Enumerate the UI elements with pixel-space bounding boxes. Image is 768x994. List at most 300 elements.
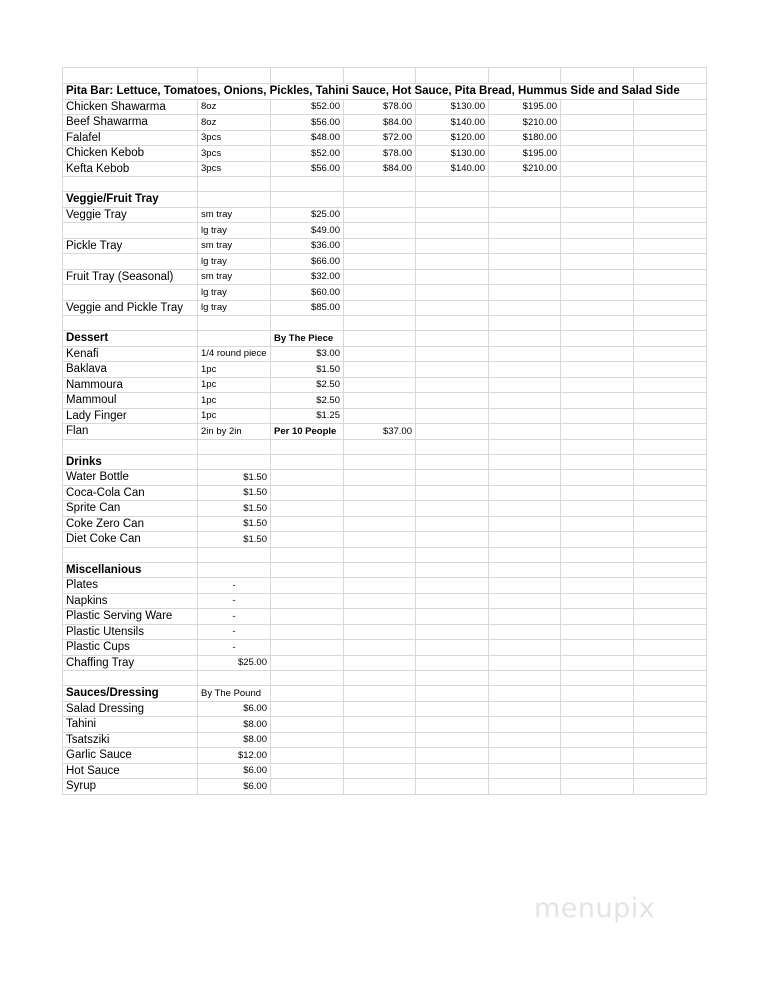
empty-cell (416, 408, 489, 424)
item-price: - (198, 609, 271, 625)
item-price: $210.00 (489, 161, 561, 177)
empty-cell (634, 439, 707, 454)
menu-item-row (63, 717, 707, 733)
empty-cell (561, 562, 634, 578)
empty-cell (489, 300, 561, 316)
empty-cell (489, 285, 561, 301)
item-price: $6.00 (198, 701, 271, 717)
empty-cell (489, 593, 561, 609)
menu-item-row (63, 470, 707, 486)
item-size: 1/4 round piece (198, 346, 271, 362)
empty-cell (634, 609, 707, 625)
empty-cell (416, 655, 489, 671)
item-name: Kefta Kebob (63, 161, 198, 177)
empty-cell (489, 223, 561, 239)
item-name: Tsatsziki (63, 732, 198, 748)
item-price: $1.50 (198, 501, 271, 517)
item-price: $12.00 (198, 748, 271, 764)
empty-cell (634, 161, 707, 177)
empty-cell (416, 701, 489, 717)
item-price: $72.00 (344, 130, 416, 146)
empty-cell (271, 624, 344, 640)
empty-cell (63, 316, 198, 331)
empty-cell (416, 377, 489, 393)
empty-cell (489, 624, 561, 640)
item-name: Syrup (63, 779, 198, 795)
empty-cell (634, 732, 707, 748)
item-price: $49.00 (271, 223, 344, 239)
empty-cell (561, 701, 634, 717)
empty-cell (271, 748, 344, 764)
empty-cell (489, 547, 561, 562)
empty-cell (634, 779, 707, 795)
empty-cell (344, 717, 416, 733)
empty-cell (561, 115, 634, 131)
item-price: $52.00 (271, 99, 344, 115)
item-name: Chicken Shawarma (63, 99, 198, 115)
empty-cell (561, 300, 634, 316)
item-price: $2.50 (271, 393, 344, 409)
item-price: $2.50 (271, 377, 344, 393)
empty-cell (416, 254, 489, 270)
empty-cell (634, 470, 707, 486)
item-name: Baklava (63, 362, 198, 378)
empty-cell (63, 671, 198, 686)
item-price: $52.00 (271, 146, 344, 162)
item-name: Hot Sauce (63, 763, 198, 779)
empty-cell (634, 177, 707, 192)
empty-cell (634, 346, 707, 362)
empty-cell (634, 238, 707, 254)
empty-cell (634, 748, 707, 764)
empty-cell (561, 516, 634, 532)
item-name: Kenafi (63, 346, 198, 362)
empty-cell (416, 624, 489, 640)
empty-cell (344, 732, 416, 748)
empty-cell (416, 192, 489, 208)
empty-cell (271, 439, 344, 454)
menu-item-row (63, 485, 707, 501)
empty-cell (634, 377, 707, 393)
empty-cell (416, 331, 489, 347)
item-name: Pickle Tray (63, 238, 198, 254)
empty-cell (198, 671, 271, 686)
item-price: $1.50 (271, 362, 344, 378)
empty-cell (344, 362, 416, 378)
item-name: Garlic Sauce (63, 748, 198, 764)
empty-cell (489, 640, 561, 656)
item-price: $8.00 (198, 732, 271, 748)
empty-cell (344, 207, 416, 223)
menu-item-row (63, 593, 707, 609)
item-size: lg tray (198, 254, 271, 270)
item-name: Chicken Kebob (63, 146, 198, 162)
section-header-row (63, 562, 707, 578)
item-price: $84.00 (344, 115, 416, 131)
empty-cell (561, 207, 634, 223)
empty-cell (489, 732, 561, 748)
empty-cell (489, 609, 561, 625)
empty-cell (489, 439, 561, 454)
empty-cell (634, 578, 707, 594)
empty-cell (634, 454, 707, 470)
item-portion: 3pcs (198, 161, 271, 177)
menu-item-row (63, 269, 707, 285)
empty-cell (561, 532, 634, 548)
empty-cell (344, 532, 416, 548)
empty-cell (344, 300, 416, 316)
item-price: $25.00 (271, 207, 344, 223)
blank-row (63, 439, 707, 454)
menu-item-row (63, 408, 707, 424)
empty-cell (416, 300, 489, 316)
empty-cell (561, 609, 634, 625)
item-portion: 3pcs (198, 146, 271, 162)
empty-cell (489, 254, 561, 270)
empty-cell (344, 269, 416, 285)
empty-cell (344, 238, 416, 254)
empty-cell (416, 547, 489, 562)
empty-cell (489, 377, 561, 393)
empty-cell (561, 393, 634, 409)
section-header-row (63, 331, 707, 347)
item-name: Flan (63, 424, 198, 440)
empty-cell (489, 655, 561, 671)
empty-cell (416, 516, 489, 532)
empty-cell (416, 501, 489, 517)
empty-cell (561, 779, 634, 795)
menu-item-row (63, 238, 707, 254)
item-name: Plates (63, 578, 198, 594)
empty-cell (634, 532, 707, 548)
empty-cell (416, 177, 489, 192)
empty-cell (416, 393, 489, 409)
menu-item-row (63, 501, 707, 517)
item-name: Diet Coke Can (63, 532, 198, 548)
empty-cell (561, 99, 634, 115)
empty-cell (489, 470, 561, 486)
empty-cell (271, 68, 344, 84)
item-price: $56.00 (271, 161, 344, 177)
empty-cell (561, 192, 634, 208)
empty-cell (634, 192, 707, 208)
blank-row (63, 316, 707, 331)
empty-cell (344, 439, 416, 454)
item-price: $6.00 (198, 779, 271, 795)
empty-cell (344, 485, 416, 501)
empty-cell (271, 192, 344, 208)
item-price: $1.50 (198, 470, 271, 486)
empty-cell (489, 408, 561, 424)
item-name: Mammoul (63, 393, 198, 409)
item-name (63, 285, 198, 301)
empty-cell (344, 516, 416, 532)
empty-cell (416, 362, 489, 378)
empty-cell (561, 146, 634, 162)
empty-cell (561, 285, 634, 301)
empty-cell (63, 68, 198, 84)
empty-cell (634, 300, 707, 316)
empty-cell (634, 640, 707, 656)
item-price: $48.00 (271, 130, 344, 146)
empty-cell (634, 223, 707, 239)
empty-cell (489, 485, 561, 501)
empty-cell (489, 331, 561, 347)
empty-cell (416, 532, 489, 548)
empty-cell (561, 346, 634, 362)
item-name: Plastic Serving Ware (63, 609, 198, 625)
menu-item-row (63, 285, 707, 301)
empty-cell (561, 130, 634, 146)
menu-item-row (63, 424, 707, 440)
empty-cell (561, 377, 634, 393)
empty-cell (344, 377, 416, 393)
empty-cell (561, 177, 634, 192)
empty-cell (634, 485, 707, 501)
empty-cell (561, 624, 634, 640)
menu-item-row (63, 377, 707, 393)
empty-cell (561, 454, 634, 470)
item-price: $36.00 (271, 238, 344, 254)
by-the-pound-label: By The Pound (198, 686, 271, 702)
empty-cell (271, 485, 344, 501)
empty-cell (561, 223, 634, 239)
empty-cell (271, 454, 344, 470)
empty-cell (561, 655, 634, 671)
empty-cell (344, 763, 416, 779)
empty-cell (416, 485, 489, 501)
empty-cell (561, 439, 634, 454)
empty-cell (416, 346, 489, 362)
empty-cell (489, 532, 561, 548)
menupix-watermark: menupix (534, 893, 656, 924)
item-price: - (198, 640, 271, 656)
empty-cell (634, 408, 707, 424)
item-portion: 8oz (198, 99, 271, 115)
item-name: Water Bottle (63, 470, 198, 486)
menu-item-row (63, 130, 707, 146)
empty-cell (561, 671, 634, 686)
empty-cell (561, 470, 634, 486)
empty-cell (561, 686, 634, 702)
by-the-piece-label: By The Piece (271, 331, 344, 347)
item-name: Napkins (63, 593, 198, 609)
item-price: $130.00 (416, 99, 489, 115)
empty-cell (561, 763, 634, 779)
empty-cell (634, 671, 707, 686)
item-name (63, 223, 198, 239)
empty-cell (344, 609, 416, 625)
empty-cell (561, 578, 634, 594)
item-portion: 3pcs (198, 130, 271, 146)
empty-cell (561, 362, 634, 378)
empty-cell (634, 701, 707, 717)
empty-cell (271, 763, 344, 779)
item-price: $1.25 (271, 408, 344, 424)
empty-cell (416, 748, 489, 764)
empty-cell (489, 424, 561, 440)
empty-cell (198, 547, 271, 562)
empty-cell (271, 177, 344, 192)
empty-cell (489, 269, 561, 285)
empty-cell (561, 424, 634, 440)
section-header-pita-bar: Pita Bar: Lettuce, Tomatoes, Onions, Pickles, Tahini Sauce, Hot Sauce, Pita Bread, Hummus Side and Salad Side (63, 84, 707, 100)
section-header-row (63, 84, 707, 100)
item-size: 1pc (198, 408, 271, 424)
section-header-sauces: Sauces/Dressing (63, 686, 198, 702)
empty-cell (344, 624, 416, 640)
empty-cell (634, 655, 707, 671)
empty-cell (416, 424, 489, 440)
menu-item-row (63, 115, 707, 131)
item-price: $140.00 (416, 115, 489, 131)
empty-cell (634, 269, 707, 285)
item-portion: 8oz (198, 115, 271, 131)
empty-cell (416, 640, 489, 656)
empty-cell (271, 547, 344, 562)
empty-cell (489, 393, 561, 409)
empty-cell (634, 516, 707, 532)
empty-cell (344, 470, 416, 486)
empty-cell (416, 609, 489, 625)
item-name: Falafel (63, 130, 198, 146)
empty-cell (561, 161, 634, 177)
empty-cell (561, 732, 634, 748)
item-size: sm tray (198, 269, 271, 285)
empty-cell (344, 779, 416, 795)
empty-cell (344, 686, 416, 702)
empty-cell (344, 454, 416, 470)
empty-cell (271, 532, 344, 548)
empty-cell (561, 485, 634, 501)
item-price: $60.00 (271, 285, 344, 301)
empty-cell (198, 316, 271, 331)
empty-cell (271, 717, 344, 733)
empty-cell (489, 686, 561, 702)
item-name: Nammoura (63, 377, 198, 393)
item-price: $6.00 (198, 763, 271, 779)
empty-cell (489, 717, 561, 733)
empty-cell (489, 748, 561, 764)
empty-cell (489, 316, 561, 331)
empty-cell (416, 562, 489, 578)
empty-cell (416, 717, 489, 733)
empty-cell (561, 547, 634, 562)
empty-cell (344, 640, 416, 656)
empty-cell (344, 547, 416, 562)
empty-cell (634, 547, 707, 562)
empty-cell (634, 362, 707, 378)
item-size: sm tray (198, 238, 271, 254)
item-price: $3.00 (271, 346, 344, 362)
empty-cell (198, 192, 271, 208)
empty-cell (344, 671, 416, 686)
item-price: $32.00 (271, 269, 344, 285)
empty-cell (271, 316, 344, 331)
empty-cell (344, 68, 416, 84)
empty-cell (344, 177, 416, 192)
empty-cell (344, 501, 416, 517)
empty-cell (344, 393, 416, 409)
empty-cell (561, 254, 634, 270)
empty-cell (634, 424, 707, 440)
empty-cell (271, 516, 344, 532)
empty-cell (416, 686, 489, 702)
empty-cell (344, 285, 416, 301)
empty-cell (271, 640, 344, 656)
empty-cell (344, 593, 416, 609)
item-price: $130.00 (416, 146, 489, 162)
empty-cell (489, 346, 561, 362)
empty-cell (561, 269, 634, 285)
empty-cell (561, 501, 634, 517)
item-price: $84.00 (344, 161, 416, 177)
menu-item-row (63, 748, 707, 764)
empty-cell (344, 701, 416, 717)
empty-cell (634, 331, 707, 347)
item-size: lg tray (198, 223, 271, 239)
item-size: sm tray (198, 207, 271, 223)
empty-cell (634, 316, 707, 331)
empty-cell (416, 763, 489, 779)
empty-cell (344, 578, 416, 594)
empty-cell (271, 732, 344, 748)
menu-item-row (63, 99, 707, 115)
empty-cell (489, 362, 561, 378)
item-name: Salad Dressing (63, 701, 198, 717)
section-header-row (63, 192, 707, 208)
item-name: Sprite Can (63, 501, 198, 517)
menu-item-row (63, 362, 707, 378)
item-size: 1pc (198, 393, 271, 409)
item-price: $66.00 (271, 254, 344, 270)
empty-cell (416, 732, 489, 748)
empty-cell (489, 177, 561, 192)
item-price: $195.00 (489, 146, 561, 162)
empty-cell (416, 285, 489, 301)
empty-cell (344, 655, 416, 671)
empty-cell (416, 439, 489, 454)
empty-cell (344, 254, 416, 270)
empty-cell (489, 562, 561, 578)
section-header-row (63, 686, 707, 702)
empty-cell (634, 763, 707, 779)
empty-cell (634, 501, 707, 517)
item-price: $8.00 (198, 717, 271, 733)
item-price: $1.50 (198, 532, 271, 548)
empty-cell (416, 454, 489, 470)
item-size: 1pc (198, 362, 271, 378)
empty-cell (344, 562, 416, 578)
empty-cell (489, 578, 561, 594)
empty-cell (416, 269, 489, 285)
empty-cell (416, 316, 489, 331)
blank-row (63, 177, 707, 192)
empty-cell (634, 115, 707, 131)
menu-item-row (63, 624, 707, 640)
empty-cell (416, 578, 489, 594)
empty-cell (634, 717, 707, 733)
menu-item-row (63, 640, 707, 656)
empty-cell (561, 316, 634, 331)
empty-cell (489, 454, 561, 470)
item-name: Veggie and Pickle Tray (63, 300, 198, 316)
empty-cell (634, 254, 707, 270)
empty-cell (416, 238, 489, 254)
empty-cell (416, 779, 489, 795)
item-name: Beef Shawarma (63, 115, 198, 131)
empty-cell (271, 655, 344, 671)
